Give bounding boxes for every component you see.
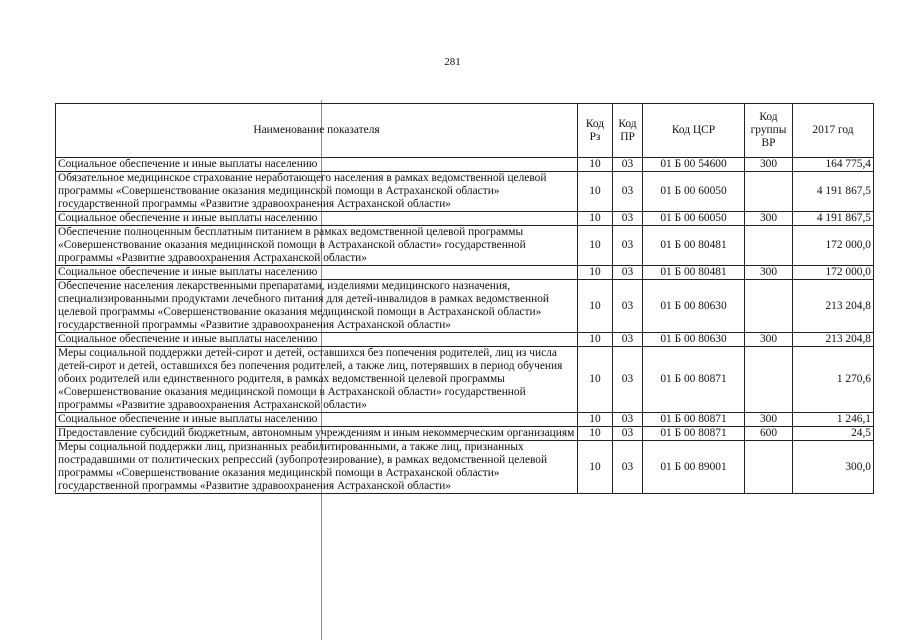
- cell-pr: 03: [613, 266, 643, 280]
- cell-pr: 03: [613, 158, 643, 172]
- budget-table: [55, 103, 874, 494]
- table-row: [56, 226, 874, 266]
- cell-amount: 213 204,8: [793, 333, 874, 347]
- cell-pr: 03: [613, 441, 643, 494]
- cell-pr: 03: [613, 333, 643, 347]
- cell-rz: 10: [578, 212, 613, 226]
- cell-name: Меры социальной поддержки лиц, признанных реабилитированными, а также лиц, признанных пострадавшими от политических репрессий (зубопротезирование), в рамках ведомственной целевой программы «Совершенствование оказания медицинской помощи в Астраханской области» государственной программы «Развитие здравоохранения Астраханской области»: [56, 441, 578, 494]
- cell-name: Социальное обеспечение и иные выплаты населению: [56, 266, 578, 280]
- cell-rz: 10: [578, 172, 613, 212]
- cell-rz: 10: [578, 413, 613, 427]
- page-number: 281: [444, 56, 461, 68]
- table-row: [56, 347, 874, 413]
- cell-rz: 10: [578, 266, 613, 280]
- cell-csr: 01 Б 00 89001: [643, 441, 745, 494]
- cell-csr: 01 Б 00 60050: [643, 172, 745, 212]
- table-row: [56, 158, 874, 172]
- cell-amount: 24,5: [793, 427, 874, 441]
- cell-vr: [745, 226, 793, 266]
- cell-name: Социальное обеспечение и иные выплаты населению: [56, 212, 578, 226]
- header-rz: Код Рз: [578, 104, 613, 158]
- cell-amount: 213 204,8: [793, 280, 874, 333]
- cell-csr: 01 Б 00 80871: [643, 427, 745, 441]
- cell-csr: 01 Б 00 54600: [643, 158, 745, 172]
- cell-name: Обязательное медицинское страхование неработающего населения в рамках ведомственной целевой программы «Совершенствование оказания медицинской помощи в Астраханской области» государственной программы «Развитие здравоохранения Астраханской области»: [56, 172, 578, 212]
- cell-name: Социальное обеспечение и иные выплаты населению: [56, 413, 578, 427]
- table-row: [56, 266, 874, 280]
- header-name: Наименование показателя: [56, 104, 578, 158]
- cell-pr: 03: [613, 413, 643, 427]
- cell-vr: 300: [745, 333, 793, 347]
- cell-amount: 1 246,1: [793, 413, 874, 427]
- scan-fold-line: [321, 100, 322, 640]
- cell-vr: [745, 172, 793, 212]
- cell-vr: 300: [745, 413, 793, 427]
- cell-rz: 10: [578, 158, 613, 172]
- cell-vr: [745, 280, 793, 333]
- table-row: [56, 212, 874, 226]
- cell-csr: 01 Б 00 60050: [643, 212, 745, 226]
- cell-rz: 10: [578, 333, 613, 347]
- cell-name: Социальное обеспечение и иные выплаты населению: [56, 158, 578, 172]
- cell-rz: 10: [578, 441, 613, 494]
- cell-name: Социальное обеспечение и иные выплаты населению: [56, 333, 578, 347]
- cell-vr: 600: [745, 427, 793, 441]
- cell-vr: 300: [745, 158, 793, 172]
- cell-amount: 4 191 867,5: [793, 212, 874, 226]
- cell-rz: 10: [578, 226, 613, 266]
- cell-amount: 172 000,0: [793, 226, 874, 266]
- cell-pr: 03: [613, 347, 643, 413]
- cell-name: Обеспечение полноценным бесплатным питанием в рамках ведомственной целевой программы «Совершенствование оказания медицинской помощи в Астраханской области» государственной программы «Развитие здравоохранения Астраханской области»: [56, 226, 578, 266]
- cell-name: Предоставление субсидий бюджетным, автономным учреждениям и иным некоммерческим организациям: [56, 427, 578, 441]
- cell-pr: 03: [613, 226, 643, 266]
- cell-amount: 300,0: [793, 441, 874, 494]
- cell-rz: 10: [578, 280, 613, 333]
- table-row: [56, 172, 874, 212]
- cell-amount: 4 191 867,5: [793, 172, 874, 212]
- header-pr: Код ПР: [613, 104, 643, 158]
- header-csr: Код ЦСР: [643, 104, 745, 158]
- cell-amount: 1 270,6: [793, 347, 874, 413]
- cell-pr: 03: [613, 427, 643, 441]
- cell-rz: 10: [578, 427, 613, 441]
- cell-vr: 300: [745, 266, 793, 280]
- table-body: [56, 158, 874, 494]
- header-year: 2017 год: [793, 104, 874, 158]
- cell-vr: [745, 347, 793, 413]
- cell-amount: 172 000,0: [793, 266, 874, 280]
- cell-csr: 01 Б 00 80630: [643, 280, 745, 333]
- cell-csr: 01 Б 00 80871: [643, 347, 745, 413]
- table-row: [56, 333, 874, 347]
- cell-pr: 03: [613, 280, 643, 333]
- table-row: [56, 427, 874, 441]
- table-row: [56, 413, 874, 427]
- header-vr: Код группы ВР: [745, 104, 793, 158]
- cell-vr: [745, 441, 793, 494]
- cell-pr: 03: [613, 212, 643, 226]
- cell-amount: 164 775,4: [793, 158, 874, 172]
- table-row: [56, 280, 874, 333]
- cell-csr: 01 Б 00 80481: [643, 226, 745, 266]
- cell-rz: 10: [578, 347, 613, 413]
- cell-csr: 01 Б 00 80630: [643, 333, 745, 347]
- cell-name: Обеспечение населения лекарственными препаратами, изделиями медицинского назначения, специализированными продуктами лечебного питания для детей-инвалидов в рамках ведомственной целевой программы «Совершенствование оказания медицинской помощи в Астраханской области» государственной программы «Развитие здравоохранения Астраханской области»: [56, 280, 578, 333]
- cell-vr: 300: [745, 212, 793, 226]
- cell-csr: 01 Б 00 80871: [643, 413, 745, 427]
- table-header-row: [56, 104, 874, 158]
- table-row: [56, 441, 874, 494]
- cell-pr: 03: [613, 172, 643, 212]
- cell-name: Меры социальной поддержки детей-сирот и детей, оставшихся без попечения родителей, лиц из числа детей-сирот и детей, оставшихся без попечения родителей, а также лиц, потерявших в период обучения обоих родителей или единственного родителя, в рамках ведомственной целевой программы «Совершенствование оказания медицинской помощи в Астраханской области» государственной программы «Развитие здравоохранения Астраханской области»: [56, 347, 578, 413]
- cell-csr: 01 Б 00 80481: [643, 266, 745, 280]
